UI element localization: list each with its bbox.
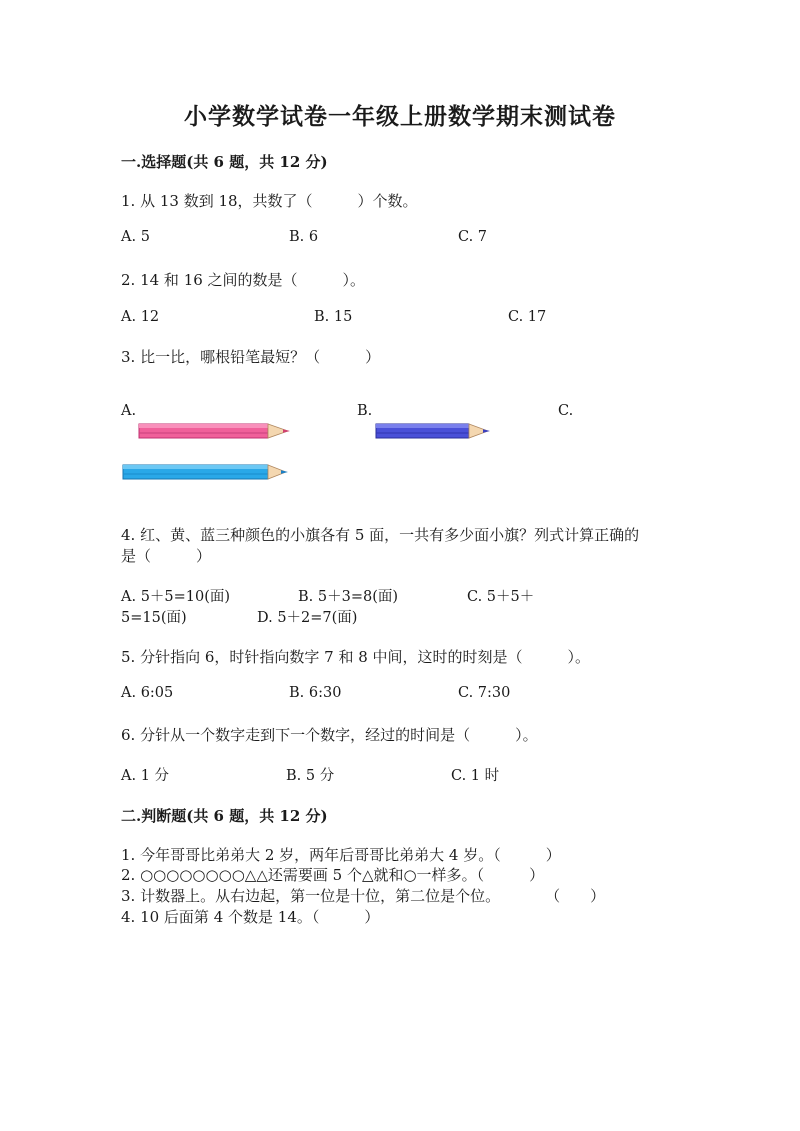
question-4-option-c-cont: 5=15(面) [121,610,187,626]
judgement-item-1: 1. 今年哥哥比弟弟大 2 岁，两年后哥哥比弟弟大 4 岁。（ ） [121,846,561,864]
question-1: 1. 从 13 数到 18，共数了（ ）个数。 [121,192,418,210]
question-4-option-c: C. 5＋5＋ [467,589,535,605]
section-heading-choice: 一.选择题(共 6 题，共 12 分) [121,153,328,171]
section-heading-judgement: 二.判断题(共 6 题，共 12 分) [121,807,328,825]
question-4-line-1: 4. 红、黄、蓝三种颜色的小旗各有 5 面，一共有多少面小旗？列式计算正确的 [121,526,640,544]
question-4-line-2: 是（ ） [121,547,212,565]
question-1-option-a: A. 5 [121,229,150,245]
question-1-option-b: B. 6 [289,229,319,245]
pencil-a-image [138,422,294,440]
question-1-option-c: C. 7 [458,229,488,245]
question-3-option-c: C. [558,403,574,419]
question-2: 2. 14 和 16 之间的数是（ ）。 [121,271,366,289]
question-6-option-b: B. 5 分 [286,768,335,784]
question-2-option-c: C. 17 [508,309,547,325]
judgement-item-3: 3. 计数器上。从右边起，第一位是十位，第二位是个位。 （ ） [121,887,606,905]
pencil-c-image [122,463,292,481]
question-5: 5. 分针指向 6，时针指向数字 7 和 8 中间，这时的时刻是（ ）。 [121,648,591,666]
question-4-option-d: D. 5＋2=7(面) [257,610,358,626]
question-3-option-b: B. [357,403,373,419]
pencil-b-image [375,422,493,440]
question-2-option-a: A. 12 [121,309,160,325]
question-3-option-a: A. [121,403,137,419]
judgement-item-2: 2. ○○○○○○○○△△还需要画 5 个△就和○一样多。（ ） [121,866,545,884]
question-6-option-a: A. 1 分 [121,768,170,784]
question-5-option-a: A. 6:05 [121,685,174,701]
question-5-option-c: C. 7:30 [458,685,511,701]
question-3: 3. 比一比，哪根铅笔最短？（ ） [121,348,381,366]
question-4-option-b: B. 5＋3=8(面) [298,589,399,605]
page-title: 小学数学试卷一年级上册数学期末测试卷 [184,103,616,130]
question-5-option-b: B. 6:30 [289,685,342,701]
question-2-option-b: B. 15 [314,309,353,325]
question-6-option-c: C. 1 时 [451,768,500,784]
judgement-item-4: 4. 10 后面第 4 个数是 14。（ ） [121,908,380,926]
question-6: 6. 分针从一个数字走到下一个数字，经过的时间是（ ）。 [121,726,538,744]
question-4-option-a: A. 5＋5=10(面) [121,589,231,605]
